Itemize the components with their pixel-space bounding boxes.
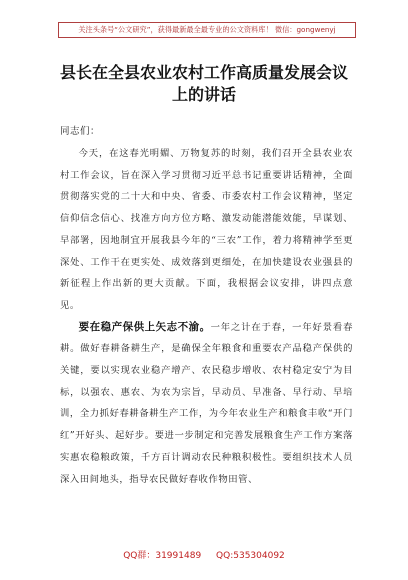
document-title-line-1: 县长在全县农业农村工作高质量发展会议	[59, 63, 348, 82]
paragraph-opening: 今天，在这春光明媚、万物复苏的时刻，我们召开全县农业农村工作会议，旨在深入学习贯彻习近平总书记重要讲话精神，全面贯彻落实党的二十大和中央、省委、市委农村工作会议精神，坚定信仰信念信心、找准方向方位方略、激发动能潜能效能，早谋划、早部署，因地制宜开展我县今年的“三农”工作，着力将精神学至更深处、工作干在更实处、成效落到更细处，在加快建设农业强县的新征程上作出新的更大贡献。下面，我根据会议安排，讲四点意见。	[60, 148, 353, 311]
document-title-line-2: 上的讲话	[171, 85, 236, 104]
footer-qq-group: QQ群：31991489	[123, 551, 202, 561]
promo-banner: 关注头条号“公文研究”，获得最新最全最专业的公文资料库！ 微信：gongwenyj	[58, 22, 356, 38]
footer-contact	[0, 548, 408, 561]
paragraph-text: 一年之计在于春，一年好景看春耕。做好春耕备耕生产，是确保全年粮食和重要农产品稳产保供的关键，要以实现农业稳产增产、农民稳步增收、农村稳定安宁为目标，以强农、惠农、为农为宗旨，早动员、早准备、早行动、早培训，全力抓好春耕备耕生产工作，为今年农业生产和粮食丰收“开门红”开好头、起好步。要进一步制定和完善发展粮食生产工作方案落实惠农稳粮政策，千方百计调动农民种粮积极性。要组织技术人员深入田间地头，指导农民做好春收作物田管、	[60, 321, 354, 485]
paragraph-lead-heading: 要在稳产保供上矢志不渝。	[78, 320, 211, 333]
salutation: 同志们：	[60, 126, 101, 137]
footer-qq: QQ:535304092	[216, 551, 285, 561]
paragraph-stable-production	[60, 317, 353, 491]
speech-body	[60, 143, 353, 490]
